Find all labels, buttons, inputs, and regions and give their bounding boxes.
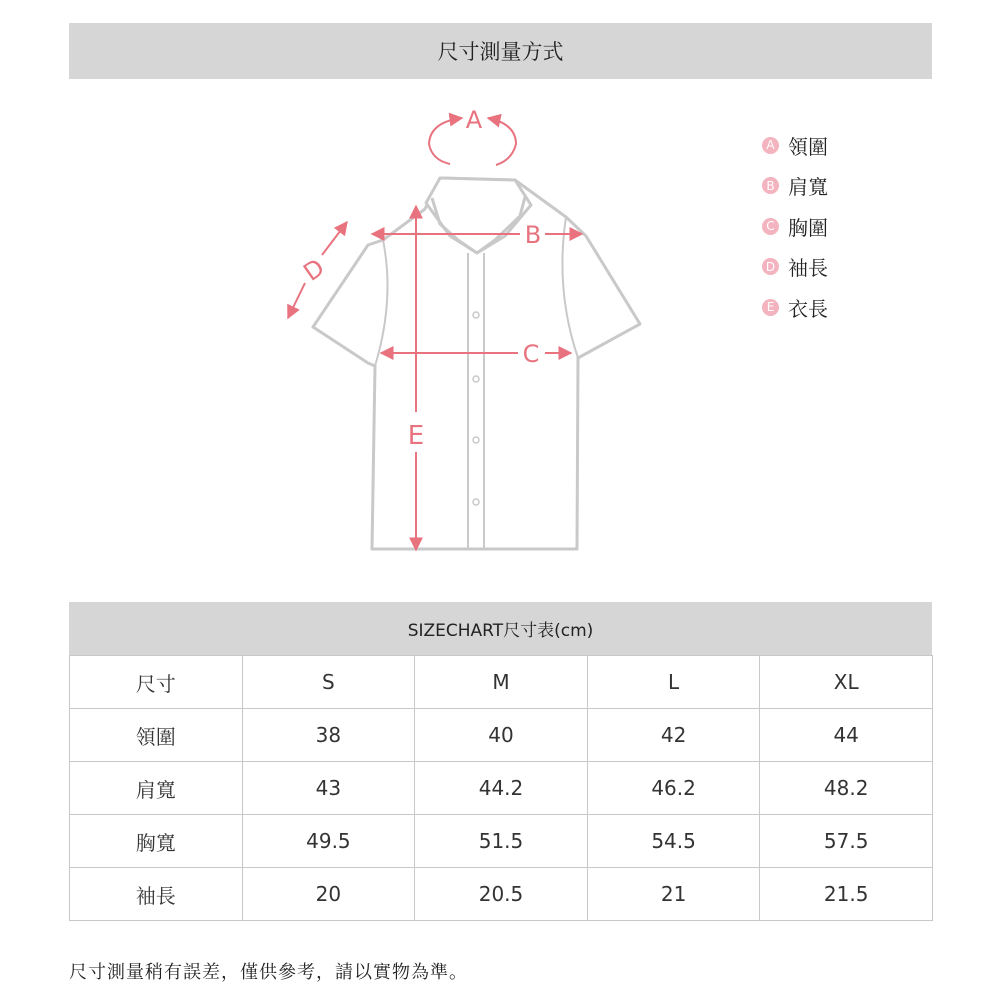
legend-badge-b: B xyxy=(762,177,779,194)
label-a: A xyxy=(465,106,483,134)
table-cell: 51.5 xyxy=(415,815,588,868)
table-cell: 20.5 xyxy=(415,868,588,921)
table-cell: 48.2 xyxy=(760,762,933,815)
size-chart-table xyxy=(69,655,933,921)
header-cell: M xyxy=(415,656,588,709)
table-cell: 領圍 xyxy=(70,709,243,762)
measurement-note: 尺寸測量稍有誤差，僅供參考，請以實物為準。 xyxy=(69,962,468,983)
table-cell: 肩寬 xyxy=(70,762,243,815)
header-cell: S xyxy=(242,656,415,709)
table-cell: 44.2 xyxy=(415,762,588,815)
size-chart-title: SIZECHART尺寸表(cm) xyxy=(407,621,594,641)
size-chart-header xyxy=(69,602,932,655)
legend-badge-a: A xyxy=(762,137,779,154)
legend-item-e xyxy=(762,287,828,328)
table-cell: 42 xyxy=(587,709,760,762)
table-cell: 20 xyxy=(242,868,415,921)
table-header-row xyxy=(70,656,933,709)
legend-label-b: 肩寬 xyxy=(788,175,828,200)
legend-badge-e: E xyxy=(762,299,779,316)
legend-badge-d: D xyxy=(762,258,779,275)
label-e: E xyxy=(407,421,425,451)
legend-label-a: 領圍 xyxy=(788,134,828,159)
legend-label-c: 胸圍 xyxy=(788,215,828,240)
legend-item-c xyxy=(762,206,828,247)
table-cell: 袖長 xyxy=(70,868,243,921)
legend-item-a xyxy=(762,125,828,166)
header-cell: L xyxy=(587,656,760,709)
table-cell: 胸寬 xyxy=(70,815,243,868)
legend-item-d xyxy=(762,247,828,288)
legend-item-b xyxy=(762,166,828,207)
table-row xyxy=(70,709,933,762)
table-cell: 38 xyxy=(242,709,415,762)
table-cell: 54.5 xyxy=(587,815,760,868)
table-cell: 21.5 xyxy=(760,868,933,921)
measurement-legend xyxy=(762,125,828,328)
shirt-measurement-diagram xyxy=(0,90,1000,570)
legend-label-d: 袖長 xyxy=(788,256,828,281)
legend-badge-c: C xyxy=(762,218,779,235)
label-d: D xyxy=(298,253,330,287)
header-cell: XL xyxy=(760,656,933,709)
label-c: C xyxy=(522,340,540,368)
table-cell: 21 xyxy=(587,868,760,921)
measurement-header xyxy=(69,23,932,79)
table-cell: 46.2 xyxy=(587,762,760,815)
table-row xyxy=(70,762,933,815)
table-cell: 40 xyxy=(415,709,588,762)
table-cell: 49.5 xyxy=(242,815,415,868)
header-cell: 尺寸 xyxy=(70,656,243,709)
table-cell: 43 xyxy=(242,762,415,815)
measurement-title: 尺寸測量方式 xyxy=(437,40,564,64)
table-cell: 44 xyxy=(760,709,933,762)
legend-label-e: 衣長 xyxy=(788,296,828,321)
label-b: B xyxy=(524,221,542,249)
table-row xyxy=(70,868,933,921)
table-cell: 57.5 xyxy=(760,815,933,868)
table-row xyxy=(70,815,933,868)
